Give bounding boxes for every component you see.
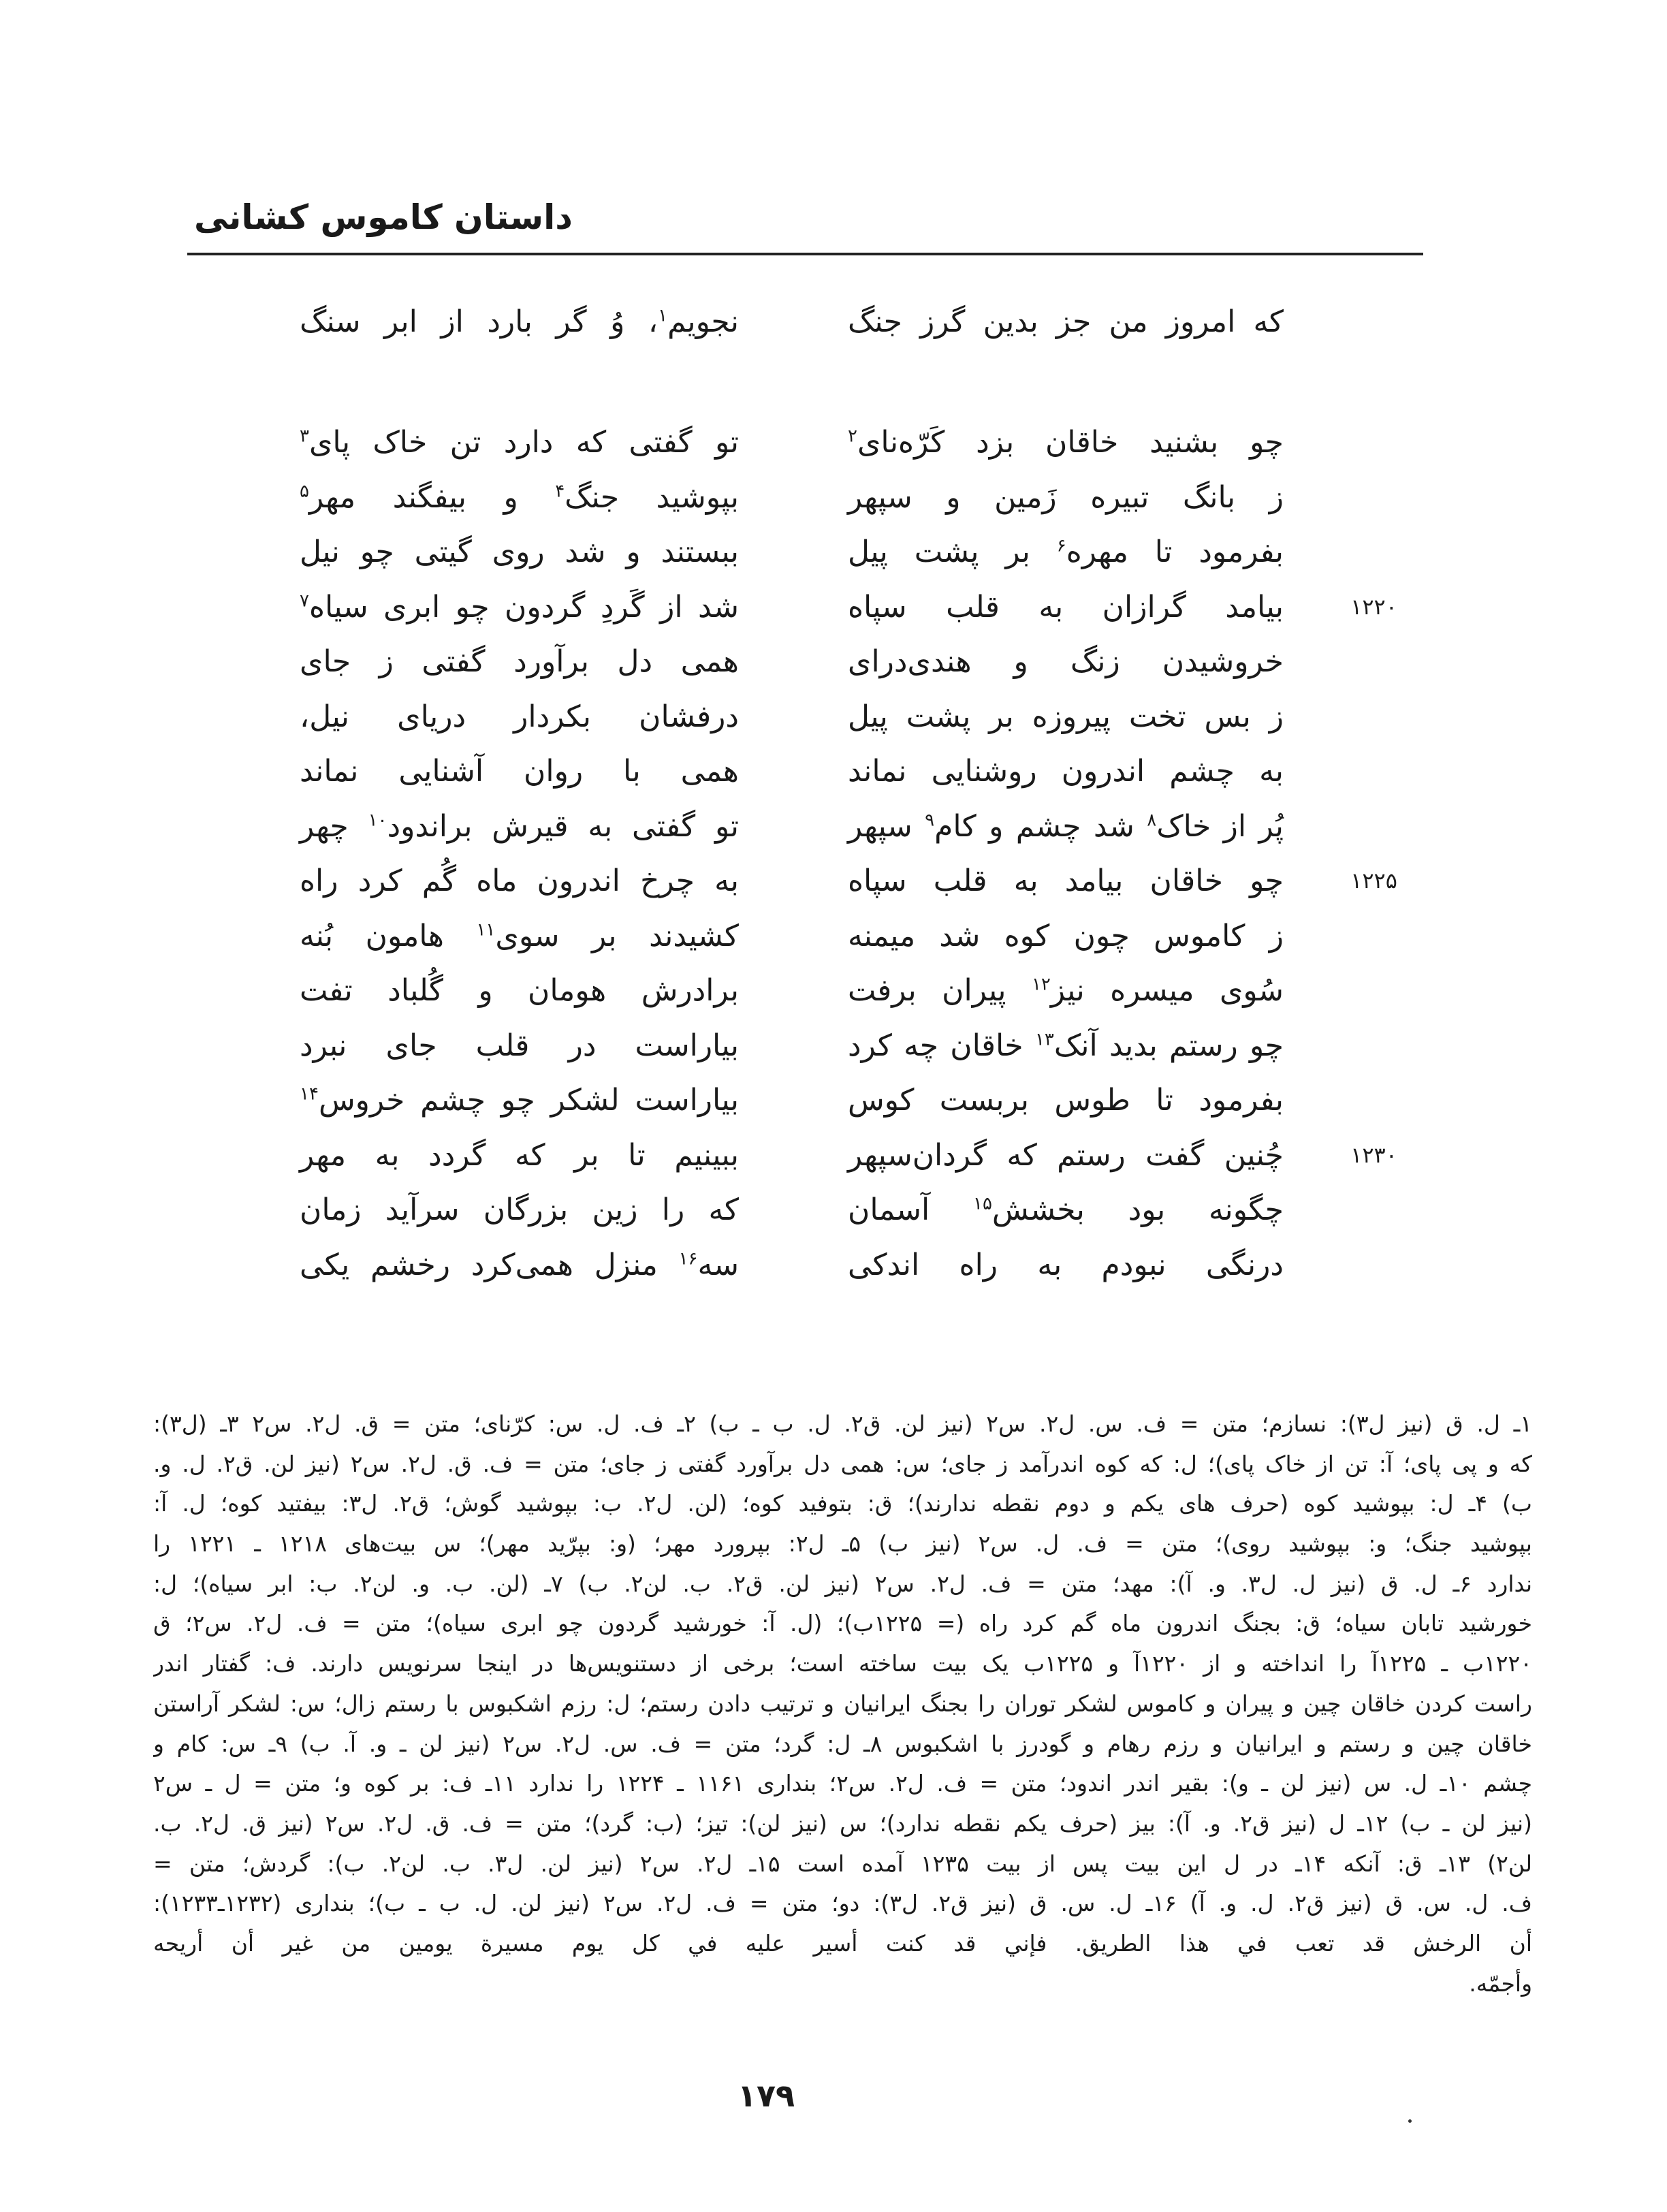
footnote-marker: ۱۶ bbox=[678, 1248, 698, 1269]
second-hemistich bbox=[300, 634, 739, 689]
verse-text: بفرمود تا مهره bbox=[1066, 535, 1284, 569]
verse-row bbox=[0, 634, 1667, 689]
verse-text: پیران برفت bbox=[848, 973, 1032, 1008]
first-hemistich bbox=[848, 524, 1284, 580]
footnote-marker: ۱۰ bbox=[368, 809, 387, 830]
verse-text: خاقان چه کرد bbox=[848, 1028, 1035, 1063]
verse-text: برادرش هومان و گُلباد تفت bbox=[300, 973, 739, 1008]
footnotes bbox=[153, 1404, 1532, 2004]
verse-row bbox=[0, 1237, 1667, 1293]
verse-row bbox=[0, 744, 1667, 799]
verse-text: نجویم bbox=[667, 304, 739, 339]
first-hemistich bbox=[848, 1237, 1284, 1293]
verse-text: که امروز من جز بدین گرز جنگ bbox=[848, 304, 1284, 339]
footnote-marker: ۱۳ bbox=[1034, 1028, 1054, 1049]
second-hemistich bbox=[300, 580, 739, 635]
footnote-line: راست کردن خاقان چین و پیران و کاموس لشکر توران را بجنگ ایرانیان و ترتیب دادن رستم؛ ل: رزم اشکبوس با رستم زال؛ س: لشکر آراستن bbox=[153, 1690, 1532, 1717]
first-hemistich bbox=[848, 1182, 1284, 1237]
verse-text: شد چشم و کام bbox=[934, 808, 1147, 844]
second-hemistich bbox=[300, 524, 739, 580]
verse-row bbox=[0, 470, 1667, 525]
footnote-marker: ۱ bbox=[658, 305, 668, 326]
verse-text: چو رستم بدید آنک bbox=[1053, 1028, 1284, 1063]
verse-text: سپهر bbox=[848, 808, 925, 844]
verse-text: همی با روان آشنایی نماند bbox=[300, 754, 739, 789]
verse-text: درفشان بکردار دریای نیل، bbox=[300, 699, 739, 734]
footnote-line: ف. ل. س. ق (نیز ق۲. ل. و. آ) ۱۶ـ ل. س. ق (نیز ق۲. ل۳): دو؛ متن = ف. ل۲. س۲ (نیز لن. ل. ب ـ ب)؛ بنداری (۱۲۳۲ـ۱۲۳۳): bbox=[153, 1890, 1532, 1917]
verse-text: چُنین گفت رستم که گردان‌سپهر bbox=[848, 1137, 1284, 1173]
verse-text: درنگی نبودم به راه اندکی bbox=[848, 1247, 1284, 1282]
first-hemistich bbox=[848, 1018, 1284, 1073]
verse-text: بیاراست در قلب جای نبرد bbox=[300, 1028, 739, 1063]
verse-text: که را زین بزرگان سرآید زمان bbox=[300, 1192, 739, 1227]
second-hemistich bbox=[300, 689, 739, 744]
verse-text: به چرخ اندرون ماه گُم کرد راه bbox=[300, 864, 739, 898]
verse-text: تو گفتی که دارد تن خاک پای bbox=[308, 425, 739, 460]
second-hemistich bbox=[300, 853, 739, 908]
verse-text: آسمان bbox=[848, 1192, 973, 1227]
verse-text: همی دل برآورد گفتی ز جای bbox=[300, 644, 739, 679]
second-hemistich bbox=[300, 744, 739, 799]
footnote-marker: ۷ bbox=[300, 590, 309, 611]
first-hemistich bbox=[848, 580, 1284, 635]
verse-row bbox=[0, 415, 1667, 470]
footnote-marker: ۱۴ bbox=[300, 1084, 319, 1105]
footnote-marker: ۱۲ bbox=[1031, 974, 1051, 995]
verse-text: ز بانگ تبیره زَمین و سپهر bbox=[848, 479, 1284, 515]
verse-row bbox=[0, 294, 1667, 349]
footnote-line: ۱ـ ل. ق (نیز ل۳): نسازم؛ متن = ف. س. ل۲. س۲ (نیز لن. ق۲. ل. ب ـ ب) ۲ـ ف. ل. س: کرّنای؛ متن = ق. ل۲. س۲ ۳ـ (ل۳): bbox=[153, 1410, 1532, 1437]
verse-text: هامون بُنه bbox=[300, 918, 477, 953]
second-hemistich bbox=[300, 908, 739, 964]
first-hemistich bbox=[848, 470, 1284, 525]
verse-row bbox=[0, 1073, 1667, 1128]
footnote-line: که و پی پای؛ آ: تن از خاک پای)؛ ل: که کوه اندرآمد ز جای؛ س: همی دل برآورد گفتی ز جای؛ متن = ف. ق. ل۲. س۲ (نیز لن. ق۲. ل. و. bbox=[153, 1450, 1532, 1477]
verse-text: بر پشت پیل bbox=[848, 535, 1057, 569]
first-hemistich bbox=[848, 744, 1284, 799]
footnote-line: ندارد ۶ـ ل. ق (نیز ل. ل۳. و. آ): مهد؛ متن = ف. ل۲. س۲ (نیز لن. ق۲. ب. لن۲. ب) ۷ـ (لن. ب. و. لن۲. ب: ابر سیاه)؛ ل: bbox=[153, 1570, 1532, 1597]
verse-row bbox=[0, 908, 1667, 964]
footnote-line: ب) ۴ـ ل: بپوشید کوه (حرف های یکم و دوم نقطه ندارند)؛ ق: بتوفید کوه؛ (لن. ل۲. ب: بپوشید گوش؛ ق۲. ل۳: بیفتید کوه؛ ل. آ: bbox=[153, 1490, 1532, 1517]
verse-row bbox=[0, 1182, 1667, 1237]
verse-text: به چشم اندرون روشنایی نماند bbox=[848, 754, 1284, 789]
second-hemistich bbox=[300, 963, 739, 1018]
verse-row bbox=[0, 799, 1667, 854]
verse-text: شد از گَردِ گردون چو ابری سیاه bbox=[308, 589, 739, 625]
verse-row bbox=[0, 689, 1667, 744]
verse-row bbox=[0, 580, 1667, 635]
first-hemistich bbox=[848, 908, 1284, 964]
second-hemistich bbox=[300, 1128, 739, 1183]
footnote-line: (نیز لن ـ ب) ۱۲ـ ل (نیز ق۲. و. آ): بیز (حرف یکم نقطه ندارد)؛ س (نیز لن): تیز؛ (ب: گرد)؛ متن = ف. ق. ل۲. س۲ (نیز ق. ل۲. ب. bbox=[153, 1810, 1532, 1837]
footnote-marker: ۱۱ bbox=[476, 919, 496, 940]
footnote-line: ۱۲۲۰ب ـ ۱۲۲۵آ را انداخته و از ۱۲۲۰آ و ۱۲۲۵ب یک بیت ساخته است؛ برخی از دستنویس‌ها در اینجا سرنویس دارند. ف: گفتار اندر bbox=[153, 1650, 1532, 1677]
footnote-line: بپوشید جنگ؛ و: بپوشید روی)؛ متن = ف. ل. س۲ (نیز ب) ۵ـ ل۲: بپرورد مهر؛ (و: بپرّید مهر)؛ س بیت‌های ۱۲۱۸ ـ ۱۲۲۱ را bbox=[153, 1530, 1532, 1558]
second-hemistich bbox=[300, 415, 739, 470]
footnote-marker: ۴ bbox=[555, 480, 565, 501]
chapter-title: داستان کاموس کشانی bbox=[194, 198, 573, 237]
footnote-line: خورشید تابان سیاه؛ ق: بجنگ اندرون ماه گم کرد راه (= ۱۲۲۵ب)؛ (ل. آ: خورشید گردون چو ابری سیاه)؛ متن = ف. ل۲. س۲؛ ق bbox=[153, 1610, 1532, 1637]
verse-text: خروشیدن زنگ و هندی‌درای bbox=[848, 644, 1284, 679]
footnote-marker: ۶ bbox=[1056, 535, 1066, 556]
verse-text: ، وُ گر بارد از ابر سنگ bbox=[300, 304, 658, 339]
verse-row bbox=[0, 1018, 1667, 1073]
verse-row bbox=[0, 853, 1667, 908]
header-rule bbox=[187, 253, 1423, 255]
verse-text: چو بشنید خاقان بزد کَرّه‌نای bbox=[857, 425, 1284, 460]
verse-number: ۱۲۲۵ bbox=[1350, 868, 1397, 894]
footnote-marker: ۲ bbox=[848, 426, 857, 447]
first-hemistich bbox=[848, 853, 1284, 908]
first-hemistich bbox=[848, 415, 1284, 470]
second-hemistich bbox=[300, 470, 739, 525]
verse-text: ز کاموس چون کوه شد میمنه bbox=[848, 918, 1284, 953]
verse-text: سه bbox=[697, 1247, 739, 1282]
verse-text: منزل همی‌کرد رخشم یکی bbox=[300, 1247, 679, 1282]
first-hemistich bbox=[848, 963, 1284, 1018]
verse-text: چگونه بود بخشش bbox=[991, 1192, 1284, 1227]
verse-text: بیامد گرازان به قلب سپاه bbox=[848, 589, 1284, 625]
first-hemistich bbox=[848, 294, 1284, 349]
first-hemistich bbox=[848, 689, 1284, 744]
verse-text: ببستند و شد روی گیتی چو نیل bbox=[300, 535, 739, 569]
first-hemistich bbox=[848, 1128, 1284, 1183]
verse-text: ز بس تخت پیروزه بر پشت پیل bbox=[848, 699, 1284, 734]
second-hemistich bbox=[300, 1073, 739, 1128]
verse-text: بیاراست لشکر چو چشم خروس bbox=[318, 1083, 739, 1118]
verse-text: تو گفتی به قیرش براندود bbox=[387, 808, 739, 844]
second-hemistich bbox=[300, 294, 739, 349]
verse-text: ببینیم تا بر که گردد به مهر bbox=[300, 1137, 739, 1173]
footnote-line: أن الرخش قد تعب في هذا الطريق. فإني قد كنت أسير عليه في كل يوم مسيرة يومين من غير أن أريحه bbox=[153, 1929, 1532, 1957]
verse-number: ۱۲۳۰ bbox=[1350, 1141, 1397, 1168]
verse-text: سُوی میسره نیز bbox=[1050, 973, 1284, 1008]
footnote-marker: ۳ bbox=[300, 426, 309, 447]
verse-row bbox=[0, 1128, 1667, 1183]
verse-number: ۱۲۲۰ bbox=[1350, 593, 1397, 620]
first-hemistich bbox=[848, 799, 1284, 854]
verse-row bbox=[0, 524, 1667, 580]
footnote-marker: ۵ bbox=[300, 480, 309, 501]
verse-text: بپوشید جنگ bbox=[565, 479, 739, 515]
verse-row bbox=[0, 963, 1667, 1018]
verse-text: کشیدند بر سوی bbox=[495, 918, 740, 953]
page-number: ۱۷۹ bbox=[737, 2077, 795, 2114]
footnote-marker: ۹ bbox=[925, 809, 935, 830]
second-hemistich bbox=[300, 1182, 739, 1237]
footnote-marker: ۸ bbox=[1147, 809, 1157, 830]
verse-text: چو خاقان بیامد به قلب سپاه bbox=[848, 864, 1284, 898]
footnote-marker: ۱۵ bbox=[972, 1193, 992, 1214]
verse-text: بفرمود تا طوس بربست کوس bbox=[848, 1083, 1284, 1118]
verse-text: پُر از خاک bbox=[1156, 808, 1284, 844]
footnote-line: وأجمّه. bbox=[1469, 1970, 1532, 1997]
second-hemistich bbox=[300, 1018, 739, 1073]
footnote-line: چشم ۱۰ـ ل. س (نیز لن ـ و): بقیر اندر اندود؛ متن = ف. ل۲. س۲؛ بنداری ۱۱۶۱ ـ ۱۲۲۴ را ندارد ۱۱ـ ف: بر کوه و؛ متن = ل ـ س۲ bbox=[153, 1770, 1532, 1797]
second-hemistich bbox=[300, 799, 739, 854]
footnote-line: لن۲) ۱۳ـ ق: آنکه ۱۴ـ در ل این بیت پس از بیت ۱۲۳۵ آمده است ۱۵ـ ل۲. س۲ (نیز لن. ل۳. ب. لن۲. ب): گردش؛ متن = bbox=[153, 1850, 1532, 1877]
verse-text: چهر bbox=[300, 808, 368, 844]
first-hemistich bbox=[848, 634, 1284, 689]
footnote-line: خاقان چین و رستم و ایرانیان و رزم رهام و گودرز با اشکبوس ۸ـ ل: گرد؛ متن = ف. س. ل۲. س۲ (نیز لن ـ و. آ. ب) ۹ـ س: کام و bbox=[153, 1730, 1532, 1757]
verse-text: و بیفگند مهر bbox=[308, 479, 556, 515]
speck-mark bbox=[1408, 2119, 1412, 2123]
first-hemistich bbox=[848, 1073, 1284, 1128]
second-hemistich bbox=[300, 1237, 739, 1293]
